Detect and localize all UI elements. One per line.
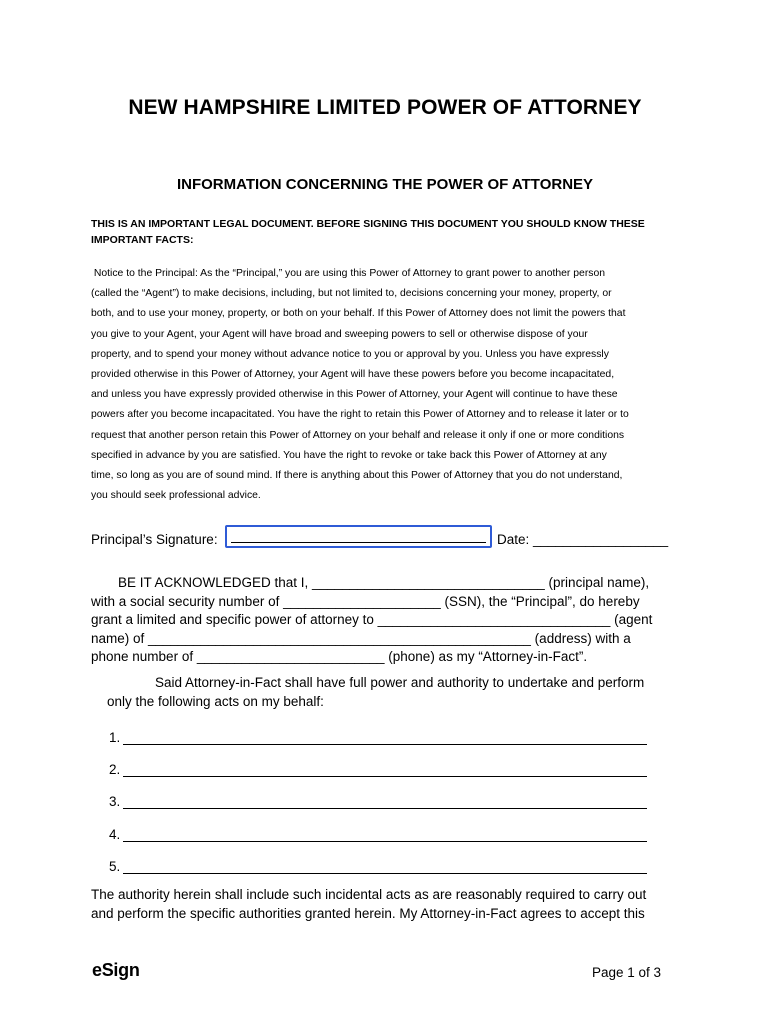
notice-line: you should seek professional advice. — [91, 490, 261, 502]
important-notice: THIS IS AN IMPORTANT LEGAL DOCUMENT. BEFORE SIGNING THIS DOCUMENT YOU SHOULD KNOW THESE IMPORTANT FACTS: — [91, 218, 645, 246]
item-blank-line — [123, 796, 647, 809]
authority-line: and perform the specific authorities granted herein. My Attorney-in-Fact agrees to accept this — [91, 905, 645, 921]
notice-line: you give to your Agent, your Agent will have broad and sweeping powers to sell or otherwise dispose of your — [91, 328, 588, 340]
section-heading: INFORMATION CONCERNING THE POWER OF ATTORNEY — [176, 176, 594, 193]
ack-line: phone number of _________________________ (phone) as my “Attorney-in-Fact”. — [91, 649, 588, 665]
act-item-3[interactable] — [109, 794, 647, 809]
ack-line: grant a limited and specific power of attorney to _______________________________ (agent — [91, 612, 653, 628]
item-number: 4. — [109, 827, 121, 842]
signature-field[interactable] — [225, 525, 492, 548]
notice-line: Notice to the Principal: As the “Principal,” you are using this Power of Attorney to grant power to another person — [91, 268, 606, 279]
ack-line: name) of ___________________________________________________ (address) with a — [91, 630, 631, 646]
notice-line: and unless you have expressly provided otherwise in this Power of Attorney, your Agent will continue to have these — [91, 389, 618, 401]
authority-line: The authority herein shall include such incidental acts as are reasonably required to carry out — [91, 887, 647, 902]
acknowledgement-paragraph — [91, 574, 671, 667]
date-field[interactable]: Date: __________________ — [497, 532, 669, 547]
item-blank-line — [123, 764, 647, 777]
notice-line: (called the “Agent”) to make decisions, including, but not limited to, decisions concerning your money, property, or — [91, 288, 612, 300]
item-number: 2. — [109, 762, 121, 777]
notice-line: provided otherwise in this Power of Attorney, your Agent will have these powers before you become incapacitated, — [91, 369, 615, 381]
item-number: 1. — [109, 730, 121, 745]
signature-label: Principal’s Signature: — [91, 532, 218, 547]
ack-line: with a social security number of _____________________ (SSN), the “Principal”, do hereby — [91, 593, 640, 609]
signature-line — [231, 542, 486, 543]
act-item-5[interactable] — [109, 859, 647, 874]
item-blank-line — [123, 829, 647, 842]
item-number: 3. — [109, 794, 121, 809]
notice-line: both, and to use your money, property, or both on your behalf. If this Power of Attorney does not limit the powers that — [91, 308, 626, 320]
esign-logo: eSign — [92, 960, 140, 980]
ack-line: BE IT ACKNOWLEDGED that I, _______________________________ (principal name), — [118, 575, 650, 590]
notice-paragraph — [91, 264, 687, 506]
page-number: Page 1 of 3 — [592, 965, 662, 980]
acts-line: Said Attorney-in-Fact shall have full power and authority to undertake and perform — [155, 675, 645, 690]
notice-line: property, and to spend your money without advance notice to you or approval by you. Unless you have expressly — [91, 348, 609, 360]
item-number: 5. — [109, 859, 121, 874]
item-blank-line — [123, 732, 647, 745]
acts-paragraph — [107, 674, 667, 711]
notice-line: request that another person retain this Power of Attorney on your behalf and release it only if one or more conditions — [91, 429, 625, 441]
authority-paragraph — [91, 886, 671, 923]
act-item-1[interactable] — [109, 730, 647, 745]
document-title: NEW HAMPSHIRE LIMITED POWER OF ATTORNEY — [128, 96, 642, 119]
item-blank-line — [123, 861, 647, 874]
notice-line: time, so long as you are of sound mind. If there is anything about this Power of Attorney that you do not understand, — [91, 470, 623, 482]
act-item-2[interactable] — [109, 762, 647, 777]
act-item-4[interactable] — [109, 827, 647, 842]
notice-line: specified in advance by you are satisfied. You have the right to revoke or take back this Power of Attorney at any — [91, 449, 607, 461]
notice-line: powers after you become incapacitated. You have the right to retain this Power of Attorney and to release it later or to — [91, 409, 629, 421]
acts-line: only the following acts on my behalf: — [107, 693, 324, 709]
